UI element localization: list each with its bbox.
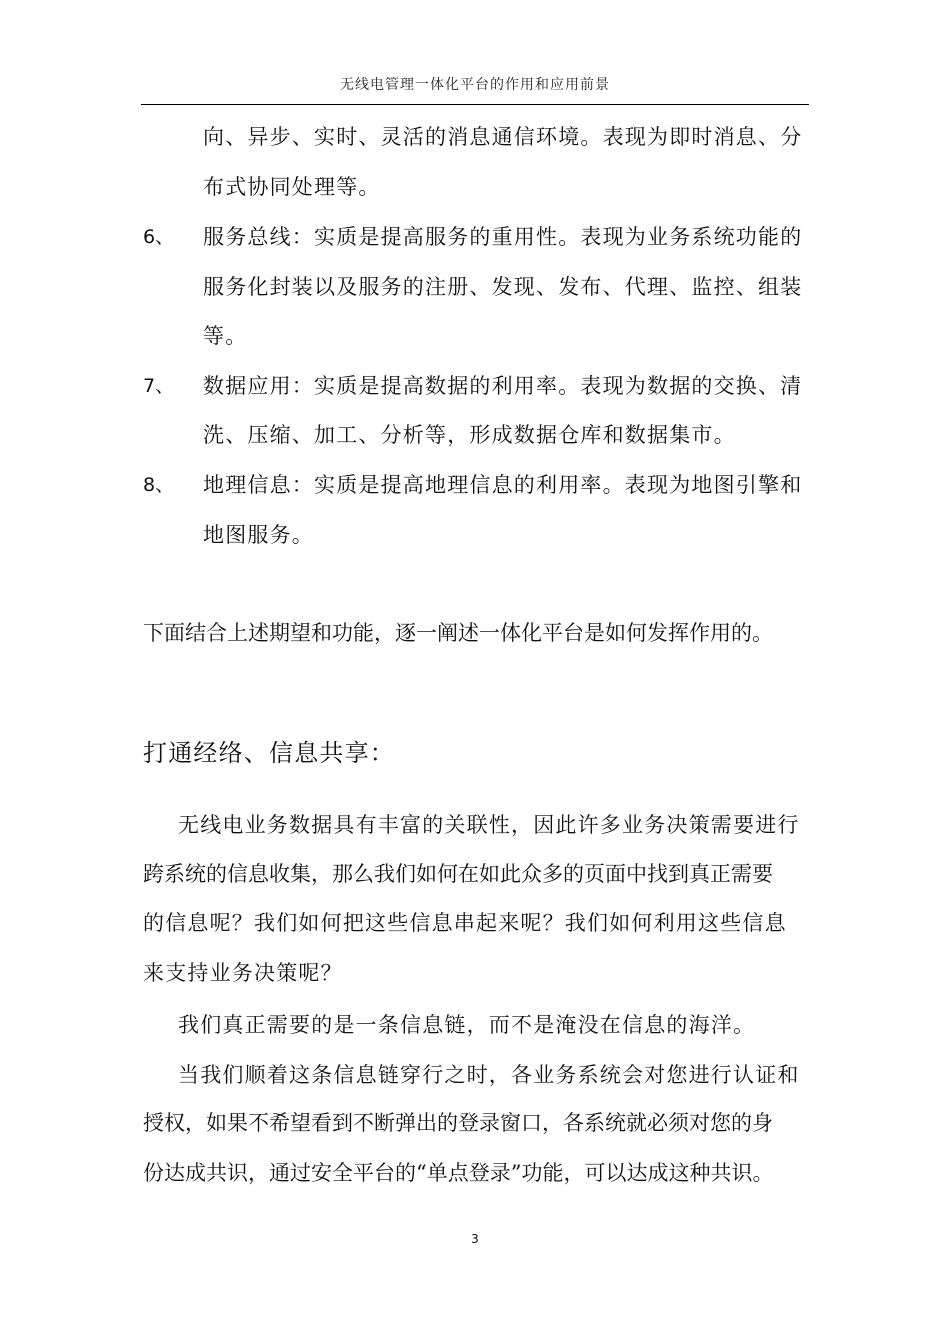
text-line: 数据应用：实质是提高数据的利用率。表现为数据的交换、清 [203, 374, 803, 398]
list-number: 7、 [143, 375, 175, 397]
text-line: 我们真正需要的是一条信息链，而不是淹没在信息的海洋。 [178, 1013, 756, 1037]
text-line: 等。 [203, 324, 248, 348]
text-line: 布式协同处理等。 [203, 175, 381, 199]
page-header: 无线电管理一体化平台的作用和应用前景 [340, 77, 610, 93]
text-line: 地图服务。 [203, 523, 314, 547]
text-line: 服务总线：实质是提高服务的重用性。表现为业务系统功能的 [203, 225, 803, 249]
text-line: 洗、压缩、加工、分析等，形成数据仓库和数据集市。 [203, 423, 736, 447]
page-number: 3 [471, 1232, 479, 1246]
summary-paragraph: 下面结合上述期望和功能，逐一阐述一体化平台是如何发挥作用的。 [143, 621, 773, 645]
list-number: 8、 [143, 474, 175, 496]
text-line: 服务化封装以及服务的注册、发现、发布、代理、监控、组装 [203, 275, 803, 299]
section-heading: 打通经络、信息共享： [143, 739, 395, 767]
text-line: 无线电业务数据具有丰富的关联性，因此许多业务决策需要进行 [178, 813, 800, 837]
text-line: 跨系统的信息收集，那么我们如何在如此众多的页面中找到真正需要 [143, 862, 773, 886]
text-line: 授权，如果不希望看到不断弹出的登录窗口，各系统就必须对您的身 [143, 1111, 773, 1135]
header-rule [141, 104, 809, 105]
list-number: 6、 [143, 226, 175, 248]
text-line: 来支持业务决策呢？ [143, 961, 343, 985]
text-line: 地理信息：实质是提高地理信息的利用率。表现为地图引擎和 [203, 473, 803, 497]
text-line: 的信息呢？我们如何把这些信息串起来呢？我们如何利用这些信息 [143, 911, 787, 935]
text-line: 向、异步、实时、灵活的消息通信环境。表现为即时消息、分 [203, 125, 803, 149]
text-line: 当我们顺着这条信息链穿行之时，各业务系统会对您进行认证和 [178, 1063, 800, 1087]
text-line: 份达成共识，通过安全平台的“单点登录”功能，可以达成这种共识。 [143, 1161, 774, 1185]
